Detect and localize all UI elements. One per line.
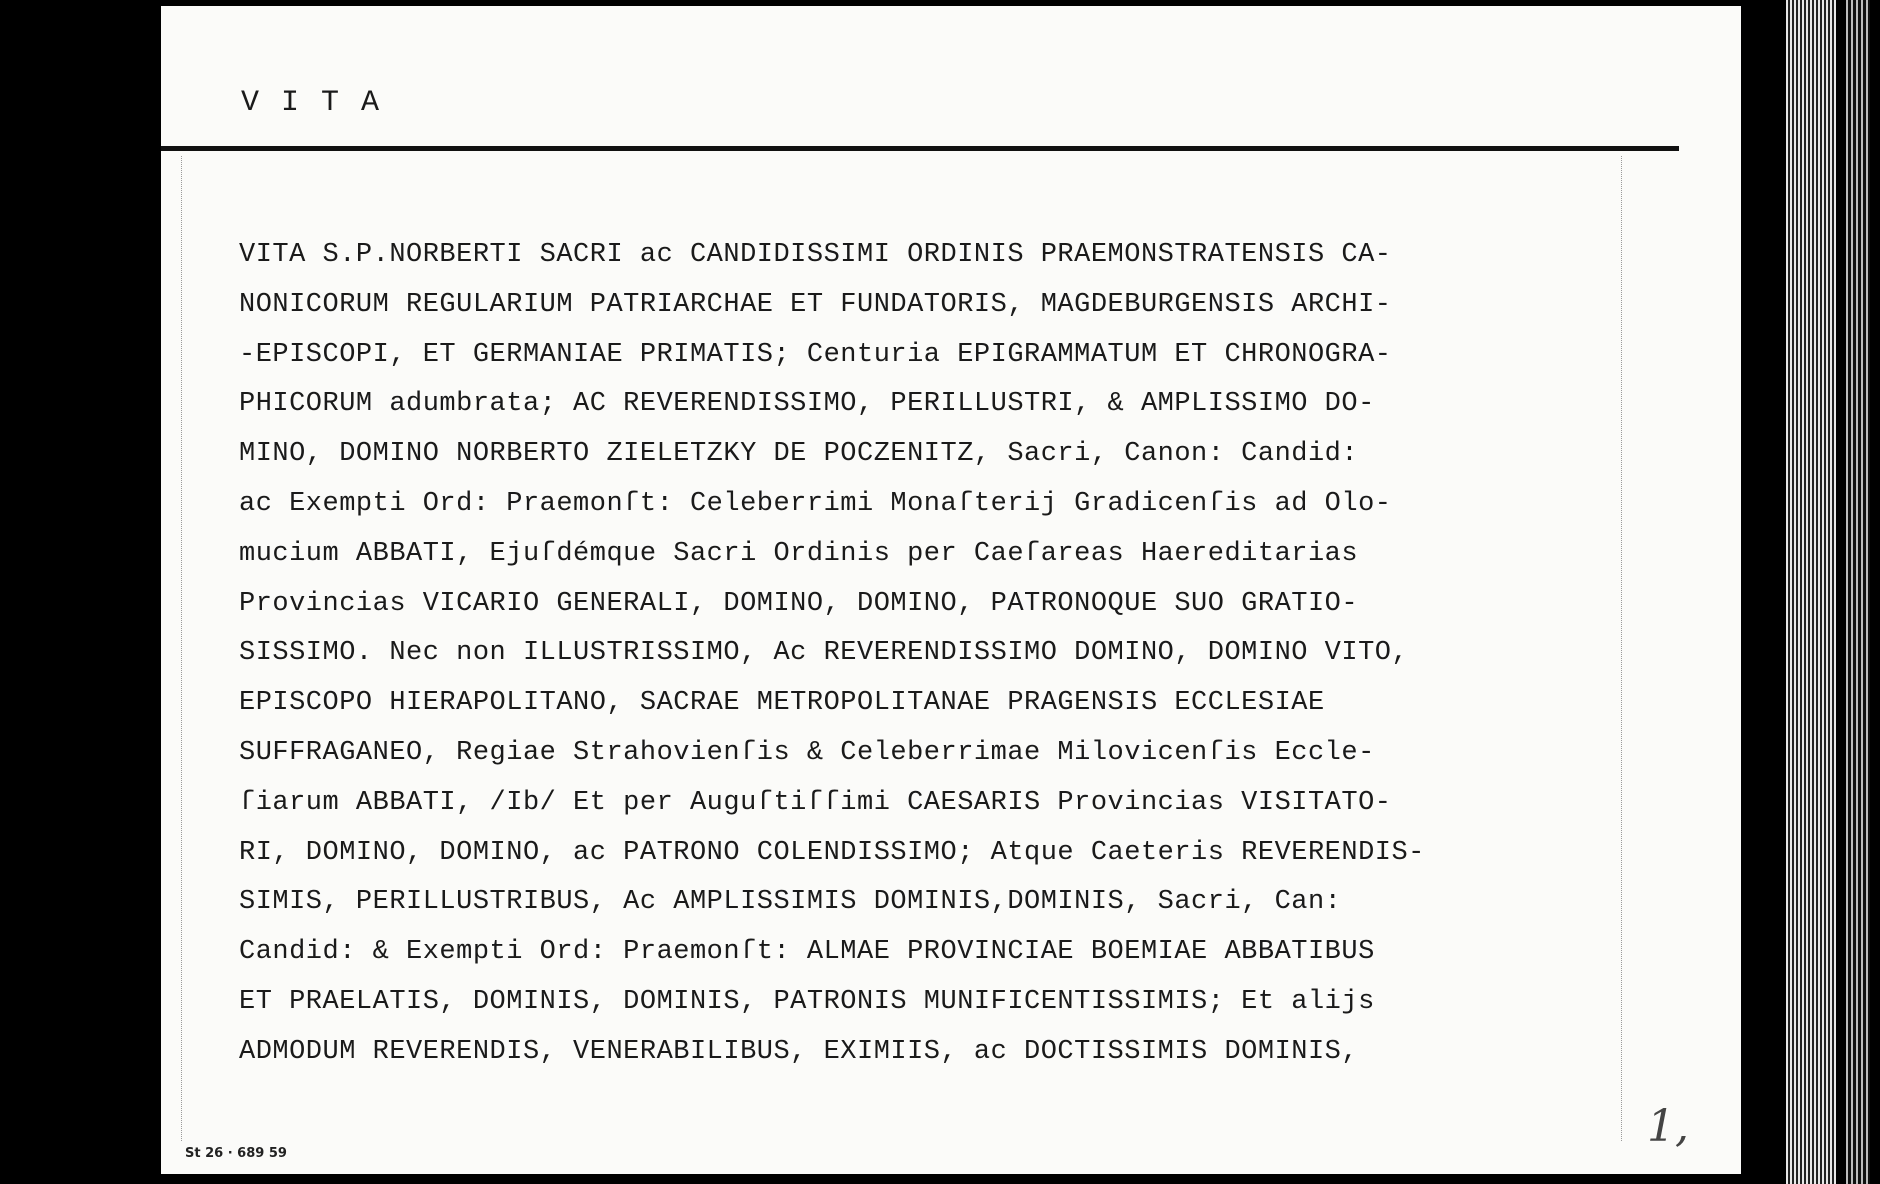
text-line: SUFFRAGANEO, Regiae Strahovienſis & Celeberrimae Milovicenſis Eccle- [239, 737, 1375, 768]
text-line: ac Exempti Ord: Praemonſt: Celeberrimi Monaſterij Gradicenſis ad Olo- [239, 488, 1392, 519]
text-line: MINO, DOMINO NORBERTO ZIELETZKY DE POCZENITZ, Sacri, Canon: Candid: [239, 439, 1359, 470]
title-text-block [239, 231, 1794, 1078]
text-line: PHICORUM adumbrata; AC REVERENDISSIMO, PERILLUSTRI, & AMPLISSIMO DO- [239, 389, 1375, 420]
film-edge-stripes [1786, 0, 1836, 1184]
text-line: SIMIS, PERILLUSTRIBUS, Ac AMPLISSIMIS DOMINIS,DOMINIS, Sacri, Can: [239, 887, 1342, 918]
page-heading: VITA [241, 86, 402, 120]
frame-left-border [181, 156, 182, 1141]
text-line: ſiarum ABBATI, /Ib/ Et per Auguſtiſſimi CAESARIS Provincias VISITATO- [239, 787, 1392, 818]
film-edge-stripes-outer [1846, 0, 1870, 1184]
heading-rule [161, 146, 1679, 151]
text-line: SISSIMO. Nec non ILLUSTRISSIMO, Ac REVERENDISSIMO DOMINO, DOMINO VITO, [239, 638, 1409, 669]
text-line: mucium ABBATI, Ejuſdémque Sacri Ordinis per Caeſareas Haereditarias [239, 538, 1359, 569]
catalog-code: St 26 · 689 59 [185, 1146, 287, 1161]
text-line: -EPISCOPI, ET GERMANIAE PRIMATIS; Centuria EPIGRAMMATUM ET CHRONOGRA- [239, 339, 1392, 370]
text-line: EPISCOPO HIERAPOLITANO, SACRAE METROPOLITANAE PRAGENSIS ECCLESIAE [239, 688, 1325, 719]
text-line: VITA S.P.NORBERTI SACRI ac CANDIDISSIMI ORDINIS PRAEMONSTRATENSIS CA- [239, 240, 1392, 270]
text-line: Provincias VICARIO GENERALI, DOMINO, DOMINO, PATRONOQUE SUO GRATIO- [239, 588, 1359, 619]
text-line: Candid: & Exempti Ord: Praemonſt: ALMAE PROVINCIAE BOEMIAE ABBATIBUS [239, 937, 1375, 968]
text-line: ADMODUM REVERENDIS, VENERABILIBUS, EXIMIIS, ac DOCTISSIMIS DOMINIS, [239, 1036, 1359, 1067]
text-line: NONICORUM REGULARIUM PATRIARCHAE ET FUNDATORIS, MAGDEBURGENSIS ARCHI- [239, 289, 1392, 320]
text-line: RI, DOMINO, DOMINO, ac PATRONO COLENDISSIMO; Atque Caeteris REVERENDIS- [239, 837, 1425, 868]
text-line: ET PRAELATIS, DOMINIS, DOMINIS, PATRONIS MUNIFICENTISSIMIS; Et alijs [239, 986, 1375, 1017]
document-page [161, 6, 1741, 1174]
page-number-mark: 1, [1647, 1101, 1689, 1152]
